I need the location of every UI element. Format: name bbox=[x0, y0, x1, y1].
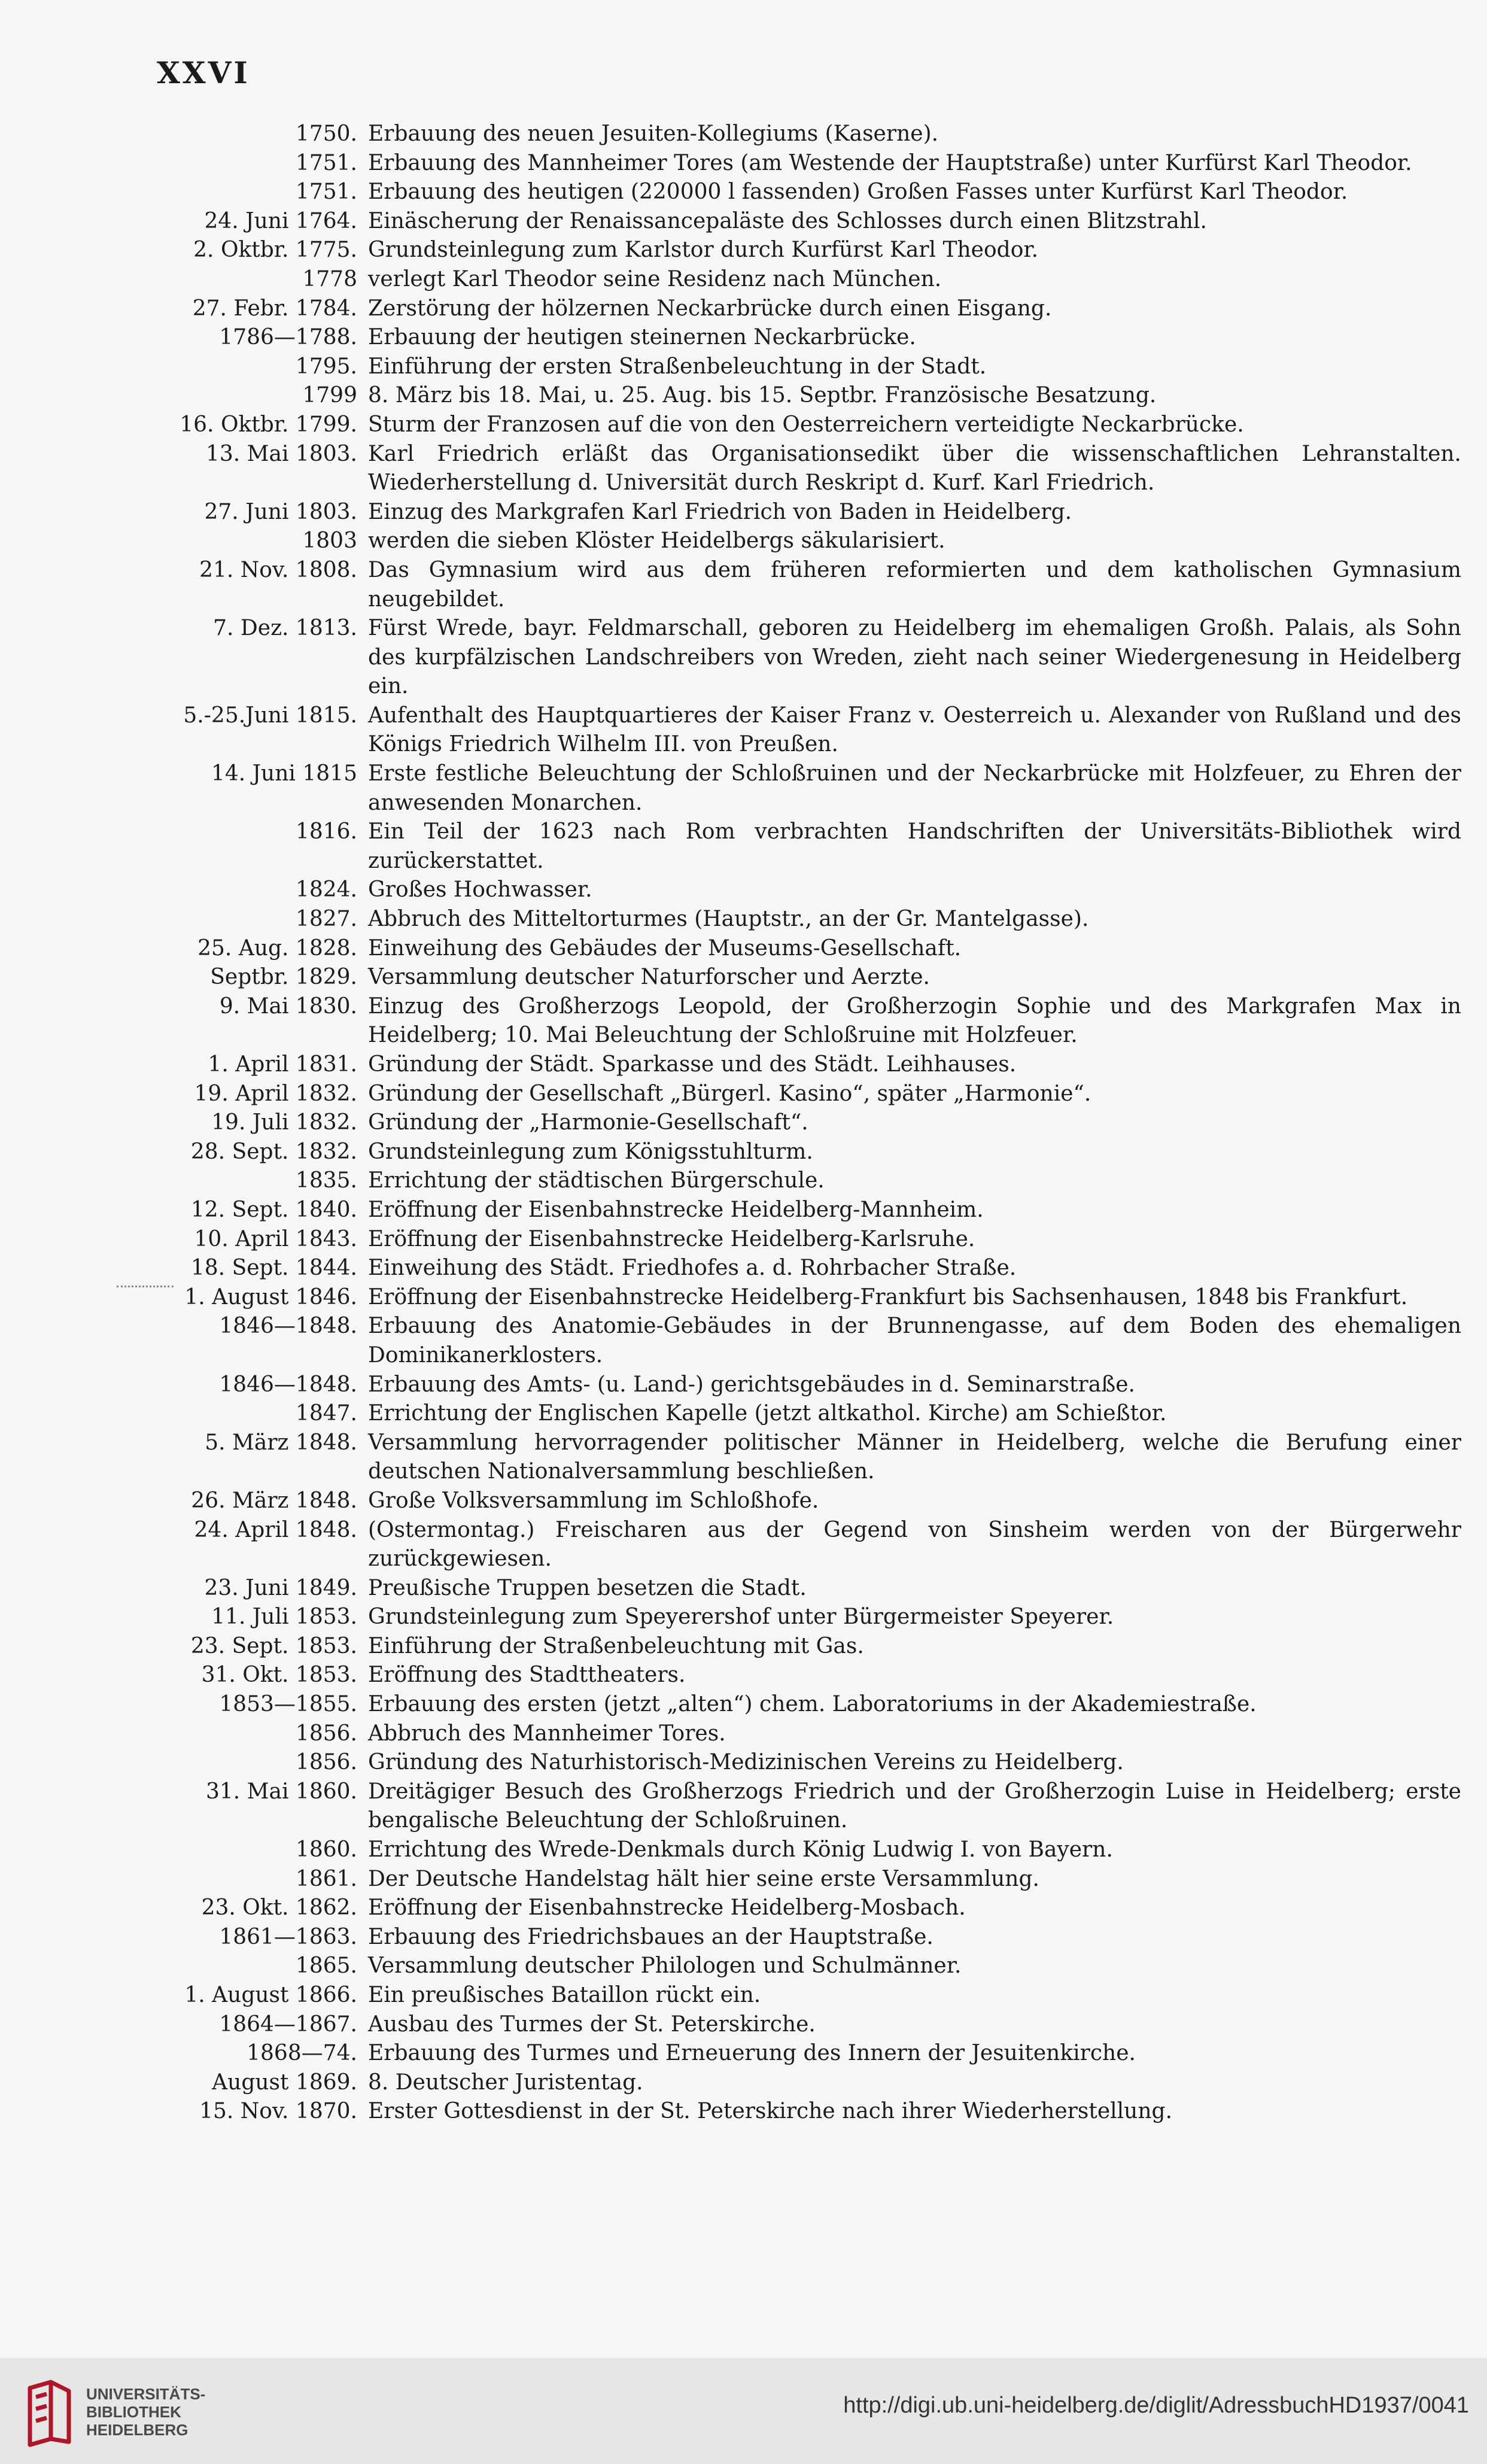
entry-date: 27. Febr. 1784. bbox=[192, 296, 357, 321]
entry-text: Abbruch des Mitteltorturmes (Hauptstr., an der Gr. Mantelgasse). bbox=[368, 907, 1089, 932]
entry-text: Erbauung des neuen Jesuiten-Kollegiums (Kaserne). bbox=[368, 121, 939, 146]
entry-text: Der Deutsche Handelstag hält hier seine erste Versammlung. bbox=[368, 1866, 1039, 1891]
entry-text: Eröffnung der Eisenbahnstrecke Heidelberg-Frankfurt bis Sachsenhausen, 1848 bis Frankfurt. bbox=[368, 1284, 1408, 1310]
chronicle-entry bbox=[0, 178, 1487, 207]
viewer-footer bbox=[0, 2358, 1487, 2464]
entry-date: 15. Nov. 1870. bbox=[199, 2099, 357, 2124]
page-number: XXVI bbox=[157, 55, 250, 90]
entry-date: 1856. bbox=[295, 1721, 357, 1746]
chronicle-entry bbox=[0, 1108, 1487, 1138]
chronicle-entry bbox=[0, 323, 1487, 353]
library-logo[interactable] bbox=[18, 2370, 205, 2454]
chronicle-entry bbox=[0, 411, 1487, 440]
entry-text: Errichtung der Englischen Kapelle (jetzt altkathol. Kirche) am Schießtor. bbox=[368, 1401, 1167, 1426]
logo-line-3: HEIDELBERG bbox=[86, 2421, 188, 2439]
entry-date: 1856. bbox=[295, 1750, 357, 1775]
entry-text: Großes Hochwasser. bbox=[368, 877, 592, 903]
chronicle-entry bbox=[0, 207, 1487, 236]
chronicle-entry bbox=[0, 1166, 1487, 1196]
entry-text: Erster Gottesdienst in der St. Peterskirche nach ihrer Wiederherstellung. bbox=[368, 2099, 1173, 2124]
chronicle-entry bbox=[0, 294, 1487, 324]
chronicle-entry bbox=[0, 1371, 1487, 1400]
entry-date: 1816. bbox=[295, 819, 357, 844]
chronicle-entry bbox=[0, 1196, 1487, 1225]
entry-text: Einzug des Großherzogs Leopold, der Großherzogin Sophie und des Markgrafen Max in Heidelberg; 10. Mai Beleuchtung der Schloßruine mit Holzfeuer. bbox=[368, 994, 1461, 1048]
entry-date: 21. Nov. 1808. bbox=[199, 557, 357, 582]
entry-date: 1835. bbox=[295, 1168, 357, 1193]
entry-text: Ein preußisches Bataillon rückt ein. bbox=[368, 1983, 761, 2007]
chronicle-entry bbox=[0, 1487, 1487, 1516]
entry-text: Grundsteinlegung zum Speyerershof unter Bürgermeister Speyerer. bbox=[368, 1605, 1114, 1630]
chronicle-entry bbox=[0, 1719, 1487, 1749]
chronicle-entry bbox=[0, 1923, 1487, 1952]
entry-date: 1786—1788. bbox=[219, 325, 357, 350]
entry-date: 1827. bbox=[295, 907, 357, 932]
entry-text: (Ostermontag.) Freischaren aus der Gegend von Sinsheim werden von der Bürgerwehr zurückgewiesen. bbox=[368, 1517, 1461, 1572]
entry-date: 1. August 1846. bbox=[184, 1284, 357, 1310]
entry-date: 1751. bbox=[295, 150, 357, 175]
entry-date: 1751. bbox=[295, 180, 357, 205]
chronicle-entry bbox=[0, 1894, 1487, 1923]
chronicle-entry bbox=[0, 2068, 1487, 2098]
chronicle-entry bbox=[0, 353, 1487, 382]
chronicle-entry bbox=[0, 1516, 1487, 1574]
chronicle-entry bbox=[0, 556, 1487, 614]
entry-date: 1865. bbox=[295, 1953, 357, 1979]
entry-text: Errichtung des Wrede-Denkmals durch König Ludwig I. von Bayern. bbox=[368, 1837, 1113, 1863]
chronicle-entry bbox=[0, 1254, 1487, 1283]
entry-text: Erbauung des Mannheimer Tores (am Westende der Hauptstraße) unter Kurfürst Karl Theodor. bbox=[368, 150, 1412, 175]
entry-text: Erbauung des heutigen (220000 l fassenden) Großen Fasses unter Kurfürst Karl Theodor. bbox=[368, 180, 1348, 205]
chronicle-entry bbox=[0, 1050, 1487, 1080]
entry-text: verlegt Karl Theodor seine Residenz nach München. bbox=[368, 266, 942, 291]
entry-text: Dreitägiger Besuch des Großherzogs Friedrich und der Großherzogin Luise in Heidelberg; erste bengalische Beleuchtung der Schloßruinen. bbox=[368, 1779, 1461, 1833]
chronicle-entry bbox=[0, 236, 1487, 265]
entry-date: 11. Juli 1853. bbox=[211, 1605, 357, 1630]
entry-date: 1861—1863. bbox=[219, 1924, 357, 1949]
chronicle-entry bbox=[0, 1661, 1487, 1690]
chronicle-entry bbox=[0, 1283, 1487, 1312]
entry-text: Ein Teil der 1623 nach Rom verbrachten Handschriften der Universitäts-Bibliothek wird zurückerstattet. bbox=[368, 819, 1461, 873]
entry-date: 1847. bbox=[295, 1401, 357, 1426]
entry-date: 1868—74. bbox=[247, 2041, 357, 2066]
entry-text: Einäscherung der Renaissancepaläste des Schlosses durch einen Blitzstrahl. bbox=[368, 208, 1207, 233]
entry-date: 1824. bbox=[295, 877, 357, 903]
entry-text: Gründung des Naturhistorisch-Medizinischen Vereins zu Heidelberg. bbox=[368, 1750, 1124, 1775]
entry-text: 8. März bis 18. Mai, u. 25. Aug. bis 15. Septbr. Französische Besatzung. bbox=[368, 383, 1157, 408]
entry-date: 31. Okt. 1853. bbox=[201, 1663, 357, 1688]
entry-date: 1795. bbox=[295, 354, 357, 379]
entry-date: 1864—1867. bbox=[219, 2012, 357, 2037]
entry-text: Zerstörung der hölzernen Neckarbrücke durch einen Eisgang. bbox=[368, 296, 1052, 321]
entry-date: 1. August 1866. bbox=[184, 1983, 357, 2007]
entry-date: 1846—1848. bbox=[219, 1314, 357, 1339]
chronicle-entry bbox=[0, 759, 1487, 818]
entry-text: Versammlung deutscher Philologen und Schulmänner. bbox=[368, 1953, 962, 1979]
entry-date: 9. Mai 1830. bbox=[219, 994, 357, 1019]
entry-text: Ausbau des Turmes der St. Peterskirche. bbox=[368, 2012, 816, 2037]
entry-text: 8. Deutscher Juristentag. bbox=[368, 2070, 643, 2095]
entry-text: Abbruch des Mannheimer Tores. bbox=[368, 1721, 726, 1746]
chronicle-entry bbox=[0, 527, 1487, 556]
entry-text: Einführung der Straßenbeleuchtung mit Gas. bbox=[368, 1633, 864, 1658]
chronicle-entry bbox=[0, 381, 1487, 411]
entry-date: 23. Juni 1849. bbox=[204, 1575, 357, 1600]
entry-date: 13. Mai 1803. bbox=[205, 441, 357, 466]
entry-date: 1803 bbox=[302, 528, 357, 554]
entry-text: Sturm der Franzosen auf die von den Oesterreichern verteidigte Neckarbrücke. bbox=[368, 412, 1244, 437]
entry-text: Einführung der ersten Straßenbeleuchtung in der Stadt. bbox=[368, 354, 987, 379]
logo-line-1: UNIVERSITÄTS- bbox=[86, 2385, 206, 2403]
chronicle-entry bbox=[0, 1952, 1487, 1981]
entry-date: 24. Juni 1764. bbox=[204, 208, 357, 233]
entry-text: Karl Friedrich erläßt das Organisationsedikt über die wissenschaftlichen Lehranstalten. Wiederherstellung d. Universität durch Reskript d. Kurf. Karl Friedrich. bbox=[368, 441, 1461, 496]
chronicle-entry bbox=[0, 614, 1487, 701]
chronicle-entry bbox=[0, 1690, 1487, 1719]
library-emblem-icon bbox=[18, 2373, 78, 2451]
chronicle-entry bbox=[0, 2097, 1487, 2126]
chronicle-entry bbox=[0, 1981, 1487, 2010]
chronicle-entry bbox=[0, 1778, 1487, 1836]
entry-date: 25. Aug. 1828. bbox=[197, 935, 357, 961]
entry-date: 18. Sept. 1844. bbox=[190, 1256, 357, 1281]
entry-date: 31. Mai 1860. bbox=[205, 1779, 357, 1804]
entry-date: 1750. bbox=[295, 121, 357, 146]
entry-date: August 1869. bbox=[212, 2070, 357, 2095]
entry-date: 23. Sept. 1853. bbox=[190, 1633, 357, 1658]
chronicle-entry bbox=[0, 120, 1487, 149]
entry-text: Gründung der „Harmonie-Gesellschaft“. bbox=[368, 1110, 808, 1135]
chronicle-entry bbox=[0, 1429, 1487, 1487]
entry-date: Septbr. 1829. bbox=[210, 965, 357, 990]
entry-text: Erbauung des Anatomie-Gebäudes in der Brunnengasse, auf dem Boden des ehemaligen Dominikanerklosters. bbox=[368, 1314, 1461, 1368]
entry-date: 23. Okt. 1862. bbox=[201, 1895, 357, 1921]
entry-date: 7. Dez. 1813. bbox=[213, 616, 357, 641]
chronicle-entry bbox=[0, 2010, 1487, 2040]
entry-text: Versammlung deutscher Naturforscher und Aerzte. bbox=[368, 965, 930, 990]
entry-text: Eröffnung der Eisenbahnstrecke Heidelberg-Karlsruhe. bbox=[368, 1226, 975, 1251]
entry-text: Erbauung des Amts- (u. Land-) gerichtsgebäudes in d. Seminarstraße. bbox=[368, 1372, 1135, 1397]
entry-date: 28. Sept. 1832. bbox=[190, 1139, 357, 1164]
chronicle-entry bbox=[0, 818, 1487, 876]
chronicle-entry bbox=[0, 1225, 1487, 1254]
chronicle-entry bbox=[0, 876, 1487, 905]
chronicle-entry bbox=[0, 149, 1487, 178]
chronicle-entry bbox=[0, 1312, 1487, 1370]
entry-text: Eröffnung der Eisenbahnstrecke Heidelberg-Mosbach. bbox=[368, 1895, 966, 1921]
entry-text: Einzug des Markgrafen Karl Friedrich von Baden in Heidelberg. bbox=[368, 499, 1072, 524]
chronicle-entry bbox=[0, 905, 1487, 934]
chronicle-entry bbox=[0, 440, 1487, 498]
entry-text: Grundsteinlegung zum Königsstuhlturm. bbox=[368, 1139, 813, 1164]
chronicle-entry bbox=[0, 934, 1487, 964]
chronicle-entry bbox=[0, 1574, 1487, 1603]
entry-date: 24. April 1848. bbox=[194, 1517, 357, 1542]
entry-text: Das Gymnasium wird aus dem früheren reformierten und dem katholischen Gymnasium neugebildet. bbox=[368, 557, 1461, 612]
chronicle-entry bbox=[0, 1632, 1487, 1661]
entry-text: Aufenthalt des Hauptquartieres der Kaiser Franz v. Oesterreich u. Alexander von Rußland und des Königs Friedrich Wilhelm III. von Preußen. bbox=[368, 703, 1461, 757]
entry-text: Versammlung hervorragender politischer Männer in Heidelberg, welche die Berufung einer deutschen Nationalversammlung beschließen. bbox=[368, 1430, 1461, 1484]
chronicle-entry bbox=[0, 1865, 1487, 1894]
entry-date: 1846—1848. bbox=[219, 1372, 357, 1397]
chronicle-entry bbox=[0, 1080, 1487, 1109]
entry-text: Grundsteinlegung zum Karlstor durch Kurfürst Karl Theodor. bbox=[368, 238, 1039, 263]
entry-text: Einweihung des Gebäudes der Museums-Gesellschaft. bbox=[368, 935, 962, 961]
entry-text: Erste festliche Beleuchtung der Schloßruinen und der Neckarbrücke mit Holzfeuer, zu Ehren der anwesenden Monarchen. bbox=[368, 761, 1461, 815]
entry-text: Erbauung des Turmes und Erneuerung des Innern der Jesuitenkirche. bbox=[368, 2041, 1136, 2066]
chronicle-entry bbox=[0, 963, 1487, 992]
chronicle-entry bbox=[0, 992, 1487, 1050]
entry-text: Preußische Truppen besetzen die Stadt. bbox=[368, 1575, 807, 1600]
chronicle-entry bbox=[0, 1748, 1487, 1778]
entry-text: Gründung der Gesellschaft „Bürgerl. Kasino“, später „Harmonie“. bbox=[368, 1081, 1091, 1106]
entry-date: 10. April 1843. bbox=[194, 1226, 357, 1251]
entry-text: Eröffnung der Eisenbahnstrecke Heidelberg-Mannheim. bbox=[368, 1197, 984, 1222]
entry-text: werden die sieben Klöster Heidelbergs säkularisiert. bbox=[368, 528, 945, 554]
entry-date: 16. Oktbr. 1799. bbox=[180, 412, 357, 437]
permalink-url[interactable]: http://digi.ub.uni-heidelberg.de/diglit/AdressbuchHD1937/0041 bbox=[843, 2393, 1469, 2418]
entry-date: 19. Juli 1832. bbox=[211, 1110, 357, 1135]
entry-date: 26. März 1848. bbox=[191, 1488, 357, 1513]
logo-line-2: BIBLIOTHEK bbox=[86, 2403, 181, 2421]
chronicle-entry bbox=[0, 1603, 1487, 1632]
entry-date: 5. März 1848. bbox=[205, 1430, 357, 1455]
chronicle-entry bbox=[0, 2039, 1487, 2068]
chronicle-entry bbox=[0, 1399, 1487, 1429]
entry-date: 1861. bbox=[295, 1866, 357, 1891]
entry-date: 1778 bbox=[302, 266, 357, 291]
entry-text: Errichtung der städtischen Bürgerschule. bbox=[368, 1168, 825, 1193]
entry-text: Einweihung des Städt. Friedhofes a. d. Rohrbacher Straße. bbox=[368, 1256, 1017, 1281]
chronicle-entry bbox=[0, 701, 1487, 759]
entry-text: Gründung der Städt. Sparkasse und des Städt. Leihhauses. bbox=[368, 1052, 1017, 1077]
entry-text: Große Volksversammlung im Schloßhofe. bbox=[368, 1488, 819, 1513]
entry-date: 1853—1855. bbox=[219, 1692, 357, 1717]
entry-text: Fürst Wrede, bayr. Feldmarschall, geboren zu Heidelberg im ehemaligen Großh. Palais, als Sohn des kurpfälzischen Landschreibers von Wreden, zieht nach seiner Wiedergenesung in Heidelberg ein. bbox=[368, 616, 1461, 699]
entry-date: 12. Sept. 1840. bbox=[190, 1197, 357, 1222]
entry-date: 5.-25.Juni 1815. bbox=[183, 703, 357, 728]
entry-date: 2. Oktbr. 1775. bbox=[193, 238, 357, 263]
entry-date: 27. Juni 1803. bbox=[204, 499, 357, 524]
entry-text: Eröffnung des Stadttheaters. bbox=[368, 1663, 686, 1688]
chronicle-entry bbox=[0, 265, 1487, 294]
chronicle-entry bbox=[0, 1836, 1487, 1865]
chronicle-list bbox=[0, 120, 1487, 2126]
entry-text: Erbauung der heutigen steinernen Neckarbrücke. bbox=[368, 325, 916, 350]
entry-date: 1. April 1831. bbox=[208, 1052, 357, 1077]
entry-date: 1860. bbox=[295, 1837, 357, 1863]
entry-text: Erbauung des Friedrichsbaues an der Hauptstraße. bbox=[368, 1924, 933, 1949]
entry-text: Erbauung des ersten (jetzt „alten“) chem. Laboratoriums in der Akademiestraße. bbox=[368, 1692, 1257, 1717]
entry-date: 14. Juni 1815 bbox=[211, 761, 357, 786]
entry-date: 19. April 1832. bbox=[194, 1081, 357, 1106]
entry-date: 1799 bbox=[302, 383, 357, 408]
chronicle-entry bbox=[0, 498, 1487, 527]
chronicle-entry bbox=[0, 1138, 1487, 1167]
